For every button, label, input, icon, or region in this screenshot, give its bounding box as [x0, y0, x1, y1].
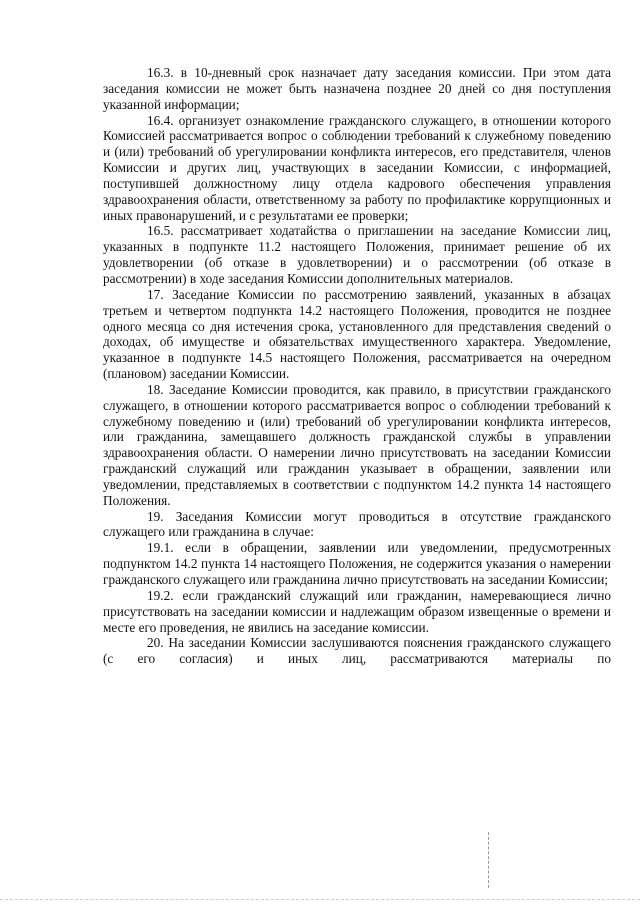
- paragraph-19-2: 19.2. если гражданский служащий или гражданин, намеревающиеся лично присутствовать на заседании комиссии и надлежащим образом извещенные о времени и месте его проведения, не явились на заседание комиссии.: [103, 587, 611, 635]
- paragraph-19: 19. Заседания Комиссии могут проводиться в отсутствие гражданского служащего или гражданина в случае:: [103, 508, 611, 540]
- paragraph-19-1: 19.1. если в обращении, заявлении или уведомлении, предусмотренных подпунктом 14.2 пункта 14 настоящего Положения, не содержится указания о намерении гражданского служащего или гражданина лично присутствовать на заседании Комиссии;: [103, 540, 611, 587]
- scan-bottom-edge: [0, 899, 640, 900]
- paragraph-20: 20. На заседании Комиссии заслушиваются пояснения гражданского служащего (с его согласия) и иных лиц, рассматриваются материалы по: [103, 635, 611, 667]
- paragraph-18: 18. Заседание Комиссии проводится, как правило, в присутствии гражданского служащего, в отношении которого рассматривается вопрос о соблюдении требований к служебному поведению и (или) требований об урегулировании конфликта интересов, или гражданина, замещавшего должность гражданской службы в управлении здравоохранения области. О намерении лично присутствовать на заседании Комиссии гражданский служащий или гражданин указывает в обращении, заявлении или уведомлении, представляемых в соответствии с подпунктом 14.2 пункта 14 настоящего Положения.: [103, 381, 611, 508]
- paragraph-16-3: 16.3. в 10-дневный срок назначает дату заседания комиссии. При этом дата заседания комиссии не может быть назначена позднее 20 дней со дня поступления указанной информации;: [103, 65, 611, 112]
- document-body: [103, 65, 611, 667]
- paragraph-16-5: 16.5. рассматривает ходатайства о приглашении на заседание Комиссии лиц, указанных в подпункте 11.2 настоящего Положения, принимает решение об их удовлетворении (об отказе в удовлетворении) и о рассмотрении (об отказе в рассмотрении) в ходе заседания Комиссии дополнительных материалов.: [103, 223, 611, 286]
- paragraph-17: 17. Заседание Комиссии по рассмотрению заявлений, указанных в абзацах третьем и четвертом подпункта 14.2 настоящего Положения, проводится не позднее одного месяца со дня истечения срока, установленного для представления сведений о доходах, об имуществе и обязательствах имущественного характера. Уведомление, указанное в подпункте 14.5 настоящего Положения, рассматривается на очередном (плановом) заседании Комиссии.: [103, 286, 611, 382]
- paragraph-16-4: 16.4. организует ознакомление гражданского служащего, в отношении которого Комиссией рассматривается вопрос о соблюдении требований к служебному поведению и (или) требований об урегулировании конфликта интересов, его представителя, членов Комиссии и других лиц, участвующих в заседании Комиссии, с информацией, поступившей должностному лицу отдела кадрового обеспечения управления здравоохранения области, ответственному за работу по профилактике коррупционных и иных правонарушений, и с результатами ее проверки;: [103, 112, 611, 223]
- scan-margin-mark: [488, 832, 489, 888]
